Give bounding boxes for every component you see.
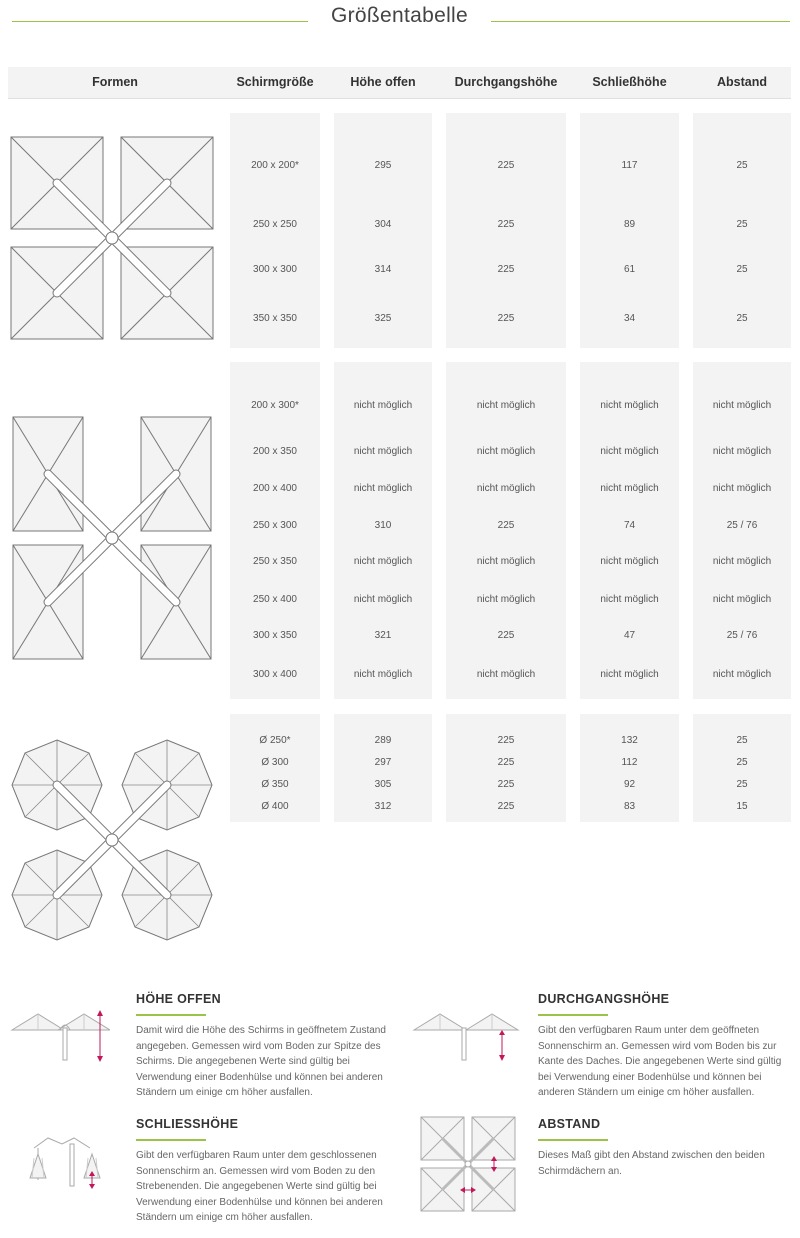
table-cell-clearance-height: 225 (497, 219, 515, 230)
table-cell-clearance-height: nicht möglich (476, 446, 536, 457)
table-cell-size: 250 x 350 (253, 556, 297, 567)
table-cell-clearance-height: 225 (497, 264, 515, 275)
table-cell-clearance-height: 225 (497, 160, 515, 171)
table-cell-height-open: 305 (374, 779, 392, 790)
table-cell-clearance-height: nicht möglich (476, 594, 536, 605)
table-cell-clearance-height: 225 (497, 757, 515, 768)
abstand-rule (538, 1139, 608, 1141)
table-cell-closing-height: 61 (623, 264, 636, 275)
durchgangshoehe-text: Gibt den verfügbaren Raum unter dem geöffneten Sonnenschirm an. Gemessen wird vom Boden bis zur Kante des Daches. Die angegebenen Werte sind gültig bei Verwendung einer Bodenhülse und können bei anderen Ständern um einige cm höher ausfallen. (538, 1025, 782, 1098)
table-cell-height-open: 312 (374, 801, 392, 812)
table-cell-height-open: 289 (374, 735, 392, 746)
table-cell-closing-height: 92 (623, 779, 636, 790)
table-cell-closing-height: 74 (623, 520, 636, 531)
table-cell-height-open: 325 (374, 313, 392, 324)
table-cell-closing-height: nicht möglich (600, 446, 659, 457)
table-cell-clearance-height: 225 (497, 630, 515, 641)
table-cell-distance: nicht möglich (712, 446, 772, 457)
table-cell-size: Ø 400 (261, 801, 289, 812)
table-cell-size: 250 x 300 (253, 520, 297, 531)
table-cell-distance: 15 (736, 801, 748, 812)
table-cell-distance: 25 (736, 264, 748, 275)
table-header (8, 67, 791, 99)
durchgangshoehe-rule (538, 1014, 608, 1016)
table-cell-distance: 25 (736, 313, 748, 324)
table-cell-height-open: 304 (374, 219, 392, 230)
table-cell-closing-height: 89 (623, 219, 636, 230)
header-abstand: Abstand (717, 75, 767, 89)
table-cell-closing-height: nicht möglich (600, 483, 659, 494)
table-cell-clearance-height: nicht möglich (476, 483, 536, 494)
height-open-icon (10, 1008, 110, 1064)
table-cell-height-open: nicht möglich (353, 669, 413, 680)
table-cell-height-open: nicht möglich (353, 556, 413, 567)
schliesshoehe-rule (136, 1139, 206, 1141)
hoehe-offen-rule (136, 1014, 206, 1016)
schliesshoehe-text: Gibt den verfügbaren Raum unter dem geschlossenen Sonnenschirm an. Gemessen wird vom Boden zu den Strebenenden. Die angegebenen Werte sind gültig bei Verwendung einer Bodenhülse und können bei anderen Ständern um einige cm höher ausfallen. (136, 1150, 383, 1223)
table-cell-height-open: 310 (374, 520, 392, 531)
table-cell-closing-height: 117 (621, 160, 638, 171)
table-cell-clearance-height: nicht möglich (476, 400, 536, 411)
rectangular-umbrellas-icon (12, 416, 212, 660)
table-cell-distance: 25 (736, 160, 748, 171)
table-cell-closing-height: nicht möglich (600, 594, 659, 605)
table-cell-closing-height: nicht möglich (600, 400, 659, 411)
table-cell-closing-height: nicht möglich (600, 556, 659, 567)
table-cell-distance: nicht möglich (712, 594, 772, 605)
table-cell-size: 200 x 300* (251, 400, 299, 411)
abstand-text: Dieses Maß gibt den Abstand zwischen den beiden Schirmdächern an. (538, 1150, 765, 1177)
header-formen: Formen (92, 75, 138, 89)
table-cell-size: 250 x 250 (253, 219, 297, 230)
distance-icon (420, 1116, 516, 1212)
table-cell-distance: 25 (736, 219, 748, 230)
table-cell-clearance-height: 225 (497, 313, 515, 324)
table-cell-size: 300 x 300 (253, 264, 297, 275)
table-cell-clearance-height: 225 (497, 520, 515, 531)
table-cell-distance: nicht möglich (712, 556, 772, 567)
table-cell-clearance-height: nicht möglich (476, 556, 536, 567)
table-cell-size: 300 x 400 (253, 669, 297, 680)
table-cell-height-open: nicht möglich (353, 483, 413, 494)
table-cell-height-open: nicht möglich (353, 400, 413, 411)
table-cell-closing-height: 83 (623, 801, 636, 812)
table-cell-height-open: 314 (374, 264, 392, 275)
table-cell-size: 200 x 400 (253, 483, 297, 494)
table-cell-clearance-height: 225 (497, 735, 515, 746)
table-cell-closing-height: 34 (623, 313, 636, 324)
square-umbrellas-icon (10, 136, 214, 340)
page-title: Größentabelle (331, 4, 468, 27)
schliesshoehe-title: SCHLIESSHÖHE (136, 1117, 239, 1131)
header-schliesshoehe: Schließhöhe (592, 75, 667, 89)
table-cell-size: Ø 300 (261, 757, 289, 768)
table-cell-clearance-height: nicht möglich (476, 669, 536, 680)
table-cell-height-open: nicht möglich (353, 594, 413, 605)
header-schirmgroesse: Schirmgröße (236, 75, 314, 89)
clearance-height-icon (412, 1008, 520, 1064)
table-cell-distance: 25 / 76 (726, 520, 758, 531)
closing-height-icon (20, 1134, 110, 1190)
hoehe-offen-title: HÖHE OFFEN (136, 992, 221, 1006)
table-cell-height-open: 321 (374, 630, 392, 641)
table-cell-distance: 25 (736, 757, 748, 768)
table-cell-closing-height: 132 (621, 735, 638, 746)
table-cell-size: 300 x 350 (253, 630, 297, 641)
abstand-title: ABSTAND (538, 1117, 601, 1131)
table-cell-height-open: 297 (374, 757, 392, 768)
table-cell-clearance-height: 225 (497, 779, 515, 790)
hoehe-offen-text: Damit wird die Höhe des Schirms in geöffnetem Zustand angegeben. Gemessen wird vom Boden zur Spitze des Schirms. Die angegebenen Werte sind gültig bei Verwendung einer Bodenhülse und können bei anderen Ständern um einige cm höher ausfallen. (136, 1025, 386, 1098)
table-cell-closing-height: nicht möglich (600, 669, 659, 680)
title-row (0, 4, 800, 36)
table-cell-height-open: 295 (374, 160, 392, 171)
table-cell-distance: nicht möglich (712, 669, 772, 680)
table-cell-closing-height: 47 (623, 630, 636, 641)
table-cell-distance: 25 / 76 (726, 630, 758, 641)
table-cell-height-open: nicht möglich (353, 446, 413, 457)
table-cell-size: Ø 250* (259, 735, 291, 746)
table-cell-clearance-height: 225 (497, 801, 515, 812)
table-cell-distance: nicht möglich (712, 400, 772, 411)
title-divider-right (491, 21, 790, 22)
table-cell-size: 250 x 400 (253, 594, 297, 605)
durchgangshoehe-title: DURCHGANGSHÖHE (538, 992, 670, 1006)
table-cell-size: 200 x 350 (253, 446, 297, 457)
table-cell-closing-height: 112 (621, 757, 638, 768)
table-cell-size: 200 x 200* (251, 160, 299, 171)
table-cell-distance: 25 (736, 735, 748, 746)
round-umbrellas-icon (10, 738, 214, 942)
header-hoehe-offen: Höhe offen (350, 75, 416, 89)
table-cell-size: 350 x 350 (253, 313, 297, 324)
table-cell-distance: nicht möglich (712, 483, 772, 494)
title-divider-left (12, 21, 308, 22)
table-cell-distance: 25 (736, 779, 748, 790)
header-durchgangshoehe: Durchgangshöhe (454, 75, 558, 89)
table-cell-size: Ø 350 (261, 779, 289, 790)
